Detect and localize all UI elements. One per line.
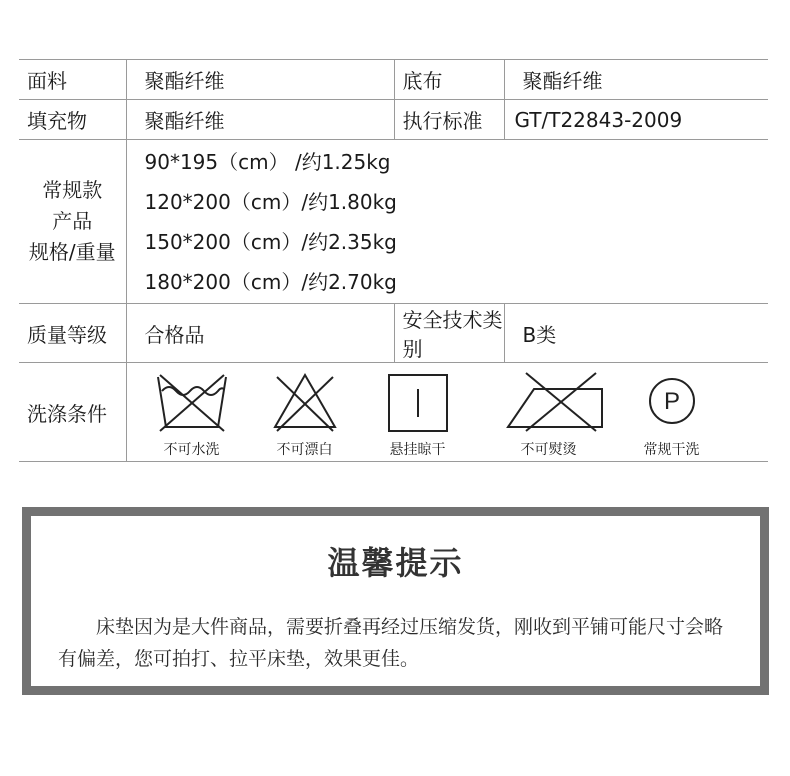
size-list bbox=[126, 140, 768, 304]
dry-clean-p-icon bbox=[632, 371, 712, 433]
fabric-label: 面料 bbox=[19, 60, 126, 100]
wash-icons bbox=[126, 363, 768, 462]
spec-row-grade bbox=[19, 304, 768, 363]
size-label bbox=[19, 140, 126, 304]
spec-row-size bbox=[19, 140, 768, 304]
spec-row-fabric bbox=[19, 60, 768, 100]
bottom-label: 底布 bbox=[394, 60, 504, 100]
size-label-line: 常规款 bbox=[42, 178, 103, 202]
wash-caption: 不可漂白 bbox=[276, 442, 333, 458]
notice-body: 床垫因为是大件商品，需要折叠再经过压缩发货，刚收到平铺可能尺寸会略有偏差，您可拍打、拉平床垫，效果更佳。 bbox=[58, 616, 724, 670]
size-label-line: 规格/重量 bbox=[28, 240, 116, 264]
hang-dry-icon bbox=[378, 371, 458, 433]
grade-value: 合格品 bbox=[126, 304, 394, 363]
no-wash-icon bbox=[152, 371, 232, 433]
standard-label: 执行标准 bbox=[394, 100, 504, 140]
wash-item bbox=[504, 371, 594, 459]
bottom-value: 聚酯纤维 bbox=[504, 60, 768, 100]
wash-caption: 不可水洗 bbox=[163, 442, 220, 458]
size-item: 120*200（cm）/约1.80kg bbox=[144, 189, 397, 214]
no-iron-icon bbox=[504, 371, 614, 433]
notice-box bbox=[22, 507, 769, 695]
wash-item bbox=[627, 371, 717, 459]
dry-clean-symbol: P bbox=[663, 388, 680, 415]
spec-row-wash bbox=[19, 363, 768, 462]
grade-label: 质量等级 bbox=[19, 304, 126, 363]
spec-row-filling bbox=[19, 100, 768, 140]
wash-label: 洗涤条件 bbox=[19, 363, 126, 462]
fabric-value: 聚酯纤维 bbox=[126, 60, 394, 100]
notice-title: 温馨提示 bbox=[327, 544, 464, 582]
size-item: 150*200（cm）/约2.35kg bbox=[144, 229, 397, 254]
wash-item bbox=[147, 371, 237, 459]
no-bleach-icon bbox=[265, 371, 345, 433]
wash-item bbox=[260, 371, 350, 459]
wash-caption: 悬挂晾干 bbox=[389, 442, 446, 458]
spec-table bbox=[19, 59, 768, 462]
safety-value: B类 bbox=[504, 304, 768, 363]
wash-caption: 常规干洗 bbox=[643, 442, 700, 458]
safety-label: 安全技术类别 bbox=[394, 304, 504, 363]
wash-caption: 不可熨烫 bbox=[520, 442, 577, 458]
wash-item bbox=[373, 371, 463, 459]
size-item: 90*195（cm） /约1.25kg bbox=[144, 149, 391, 174]
size-label-line: 产品 bbox=[52, 209, 93, 233]
standard-value: GT/T22843-2009 bbox=[504, 100, 768, 140]
size-item: 180*200（cm）/约2.70kg bbox=[144, 269, 397, 294]
filling-label: 填充物 bbox=[19, 100, 126, 140]
filling-value: 聚酯纤维 bbox=[126, 100, 394, 140]
